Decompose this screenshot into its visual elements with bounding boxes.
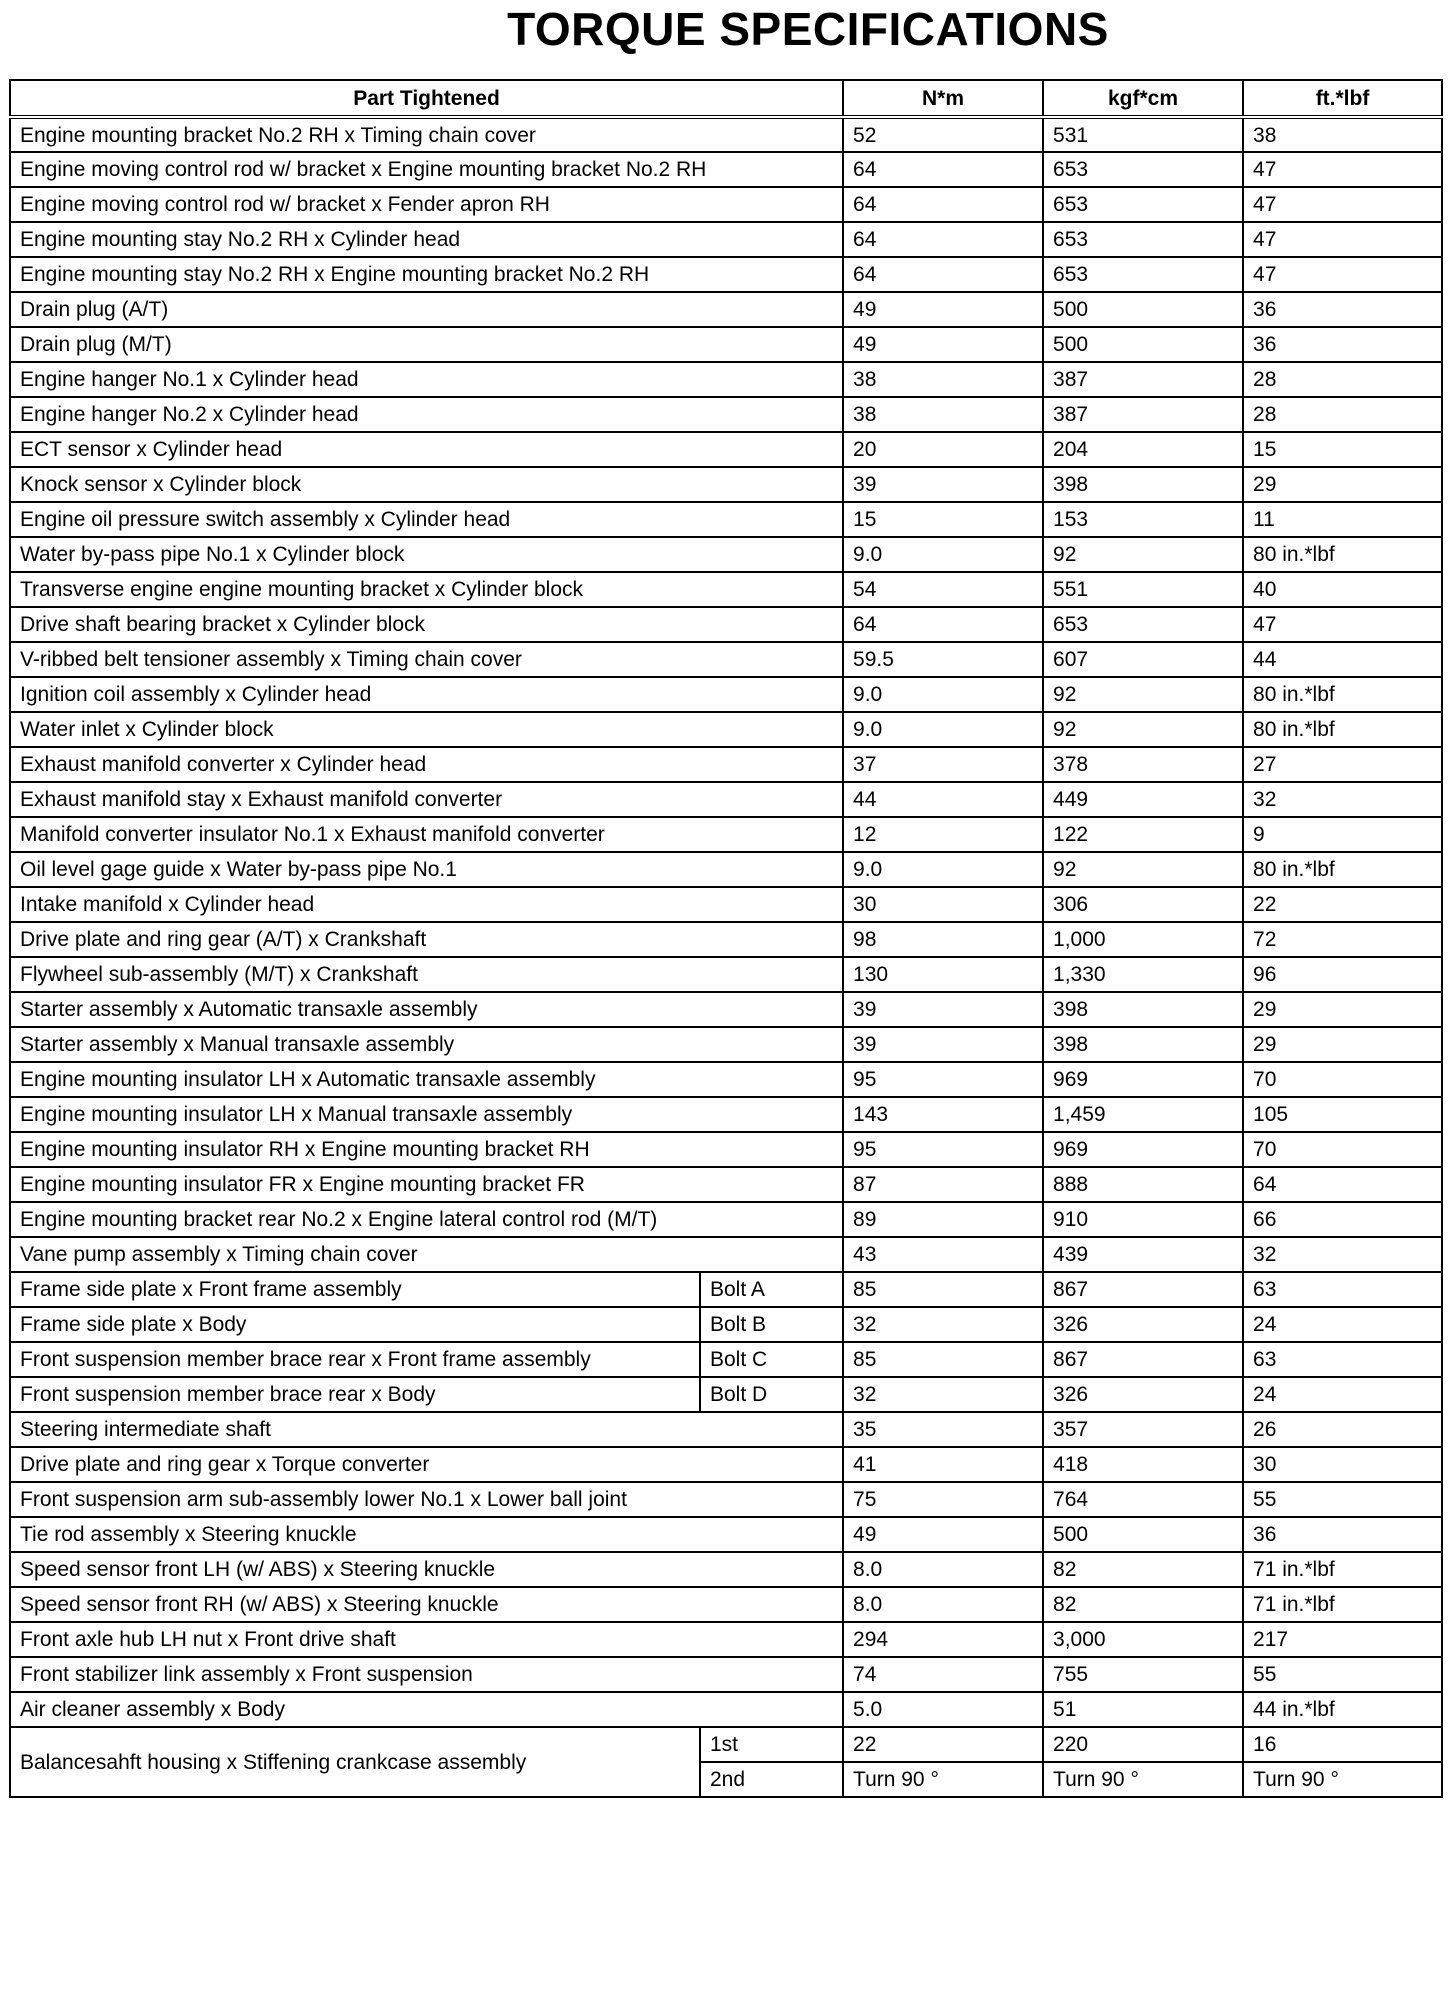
ft-cell: 29	[1243, 992, 1442, 1027]
kgf-cell: 418	[1043, 1447, 1243, 1482]
part-cell: Engine hanger No.1 x Cylinder head	[10, 362, 843, 397]
kgf-cell: 82	[1043, 1587, 1243, 1622]
table-body	[10, 117, 1442, 1797]
ft-cell: 70	[1243, 1132, 1442, 1167]
nm-cell: Turn 90 °	[843, 1762, 1043, 1797]
step-cell: 1st	[700, 1727, 843, 1762]
nm-cell: 64	[843, 607, 1043, 642]
table-row	[10, 992, 1442, 1027]
kgf-cell: 500	[1043, 292, 1243, 327]
table-row	[10, 537, 1442, 572]
nm-cell: 32	[843, 1377, 1043, 1412]
part-cell: V-ribbed belt tensioner assembly x Timing chain cover	[10, 642, 843, 677]
part-cell: Engine mounting stay No.2 RH x Engine mounting bracket No.2 RH	[10, 257, 843, 292]
nm-cell: 89	[843, 1202, 1043, 1237]
nm-cell: 9.0	[843, 852, 1043, 887]
part-cell: Ignition coil assembly x Cylinder head	[10, 677, 843, 712]
table-row	[10, 1482, 1442, 1517]
kgf-cell: 653	[1043, 187, 1243, 222]
table-row	[10, 432, 1442, 467]
part-cell: Water inlet x Cylinder block	[10, 712, 843, 747]
torque-spec-table	[9, 79, 1443, 1798]
kgf-cell: 1,459	[1043, 1097, 1243, 1132]
nm-cell: 98	[843, 922, 1043, 957]
ft-cell: 32	[1243, 1237, 1442, 1272]
part-cell: Speed sensor front LH (w/ ABS) x Steering knuckle	[10, 1552, 843, 1587]
ft-cell: 47	[1243, 187, 1442, 222]
kgf-cell: 500	[1043, 327, 1243, 362]
header-part-tightened: Part Tightened	[10, 80, 843, 117]
kgf-cell: 92	[1043, 852, 1243, 887]
nm-cell: 64	[843, 187, 1043, 222]
nm-cell: 9.0	[843, 537, 1043, 572]
bolt-cell: Bolt C	[700, 1342, 843, 1377]
page-title: TORQUE SPECIFICATIONS	[507, 3, 1109, 55]
kgf-cell: 326	[1043, 1377, 1243, 1412]
table-row	[10, 362, 1442, 397]
nm-cell: 38	[843, 397, 1043, 432]
part-cell: Vane pump assembly x Timing chain cover	[10, 1237, 843, 1272]
nm-cell: 5.0	[843, 1692, 1043, 1727]
kgf-cell: 755	[1043, 1657, 1243, 1692]
part-cell: Engine mounting insulator LH x Automatic transaxle assembly	[10, 1062, 843, 1097]
table-row	[10, 1447, 1442, 1482]
nm-cell: 143	[843, 1097, 1043, 1132]
ft-cell: 38	[1243, 117, 1442, 152]
nm-cell: 44	[843, 782, 1043, 817]
table-row	[10, 1377, 1442, 1412]
table-row	[10, 957, 1442, 992]
table-row	[10, 117, 1442, 152]
table-row	[10, 887, 1442, 922]
ft-cell: 80 in.*lbf	[1243, 712, 1442, 747]
kgf-cell: 51	[1043, 1692, 1243, 1727]
table-row	[10, 1657, 1442, 1692]
nm-cell: 20	[843, 432, 1043, 467]
part-cell: Tie rod assembly x Steering knuckle	[10, 1517, 843, 1552]
table-row	[10, 1097, 1442, 1132]
kgf-cell: 92	[1043, 677, 1243, 712]
part-cell: ECT sensor x Cylinder head	[10, 432, 843, 467]
ft-cell: 105	[1243, 1097, 1442, 1132]
part-cell: Drive shaft bearing bracket x Cylinder block	[10, 607, 843, 642]
part-cell: Engine mounting insulator LH x Manual transaxle assembly	[10, 1097, 843, 1132]
table-row	[10, 1692, 1442, 1727]
kgf-cell: 653	[1043, 257, 1243, 292]
table-row	[10, 1342, 1442, 1377]
ft-cell: 40	[1243, 572, 1442, 607]
ft-cell: 28	[1243, 397, 1442, 432]
part-cell: Drive plate and ring gear (A/T) x Crankshaft	[10, 922, 843, 957]
kgf-cell: 653	[1043, 152, 1243, 187]
nm-cell: 8.0	[843, 1587, 1043, 1622]
nm-cell: 74	[843, 1657, 1043, 1692]
ft-cell: 80 in.*lbf	[1243, 852, 1442, 887]
ft-cell: 63	[1243, 1272, 1442, 1307]
kgf-cell: 551	[1043, 572, 1243, 607]
kgf-cell: 153	[1043, 502, 1243, 537]
ft-cell: 36	[1243, 292, 1442, 327]
nm-cell: 8.0	[843, 1552, 1043, 1587]
part-cell: Water by-pass pipe No.1 x Cylinder block	[10, 537, 843, 572]
nm-cell: 9.0	[843, 712, 1043, 747]
kgf-cell: 387	[1043, 397, 1243, 432]
table-header-row	[10, 80, 1442, 117]
kgf-cell: 398	[1043, 467, 1243, 502]
kgf-cell: 969	[1043, 1062, 1243, 1097]
ft-cell: 47	[1243, 152, 1442, 187]
ft-cell: 44	[1243, 642, 1442, 677]
table-row	[10, 1552, 1442, 1587]
table-row	[10, 1167, 1442, 1202]
part-cell: Frame side plate x Front frame assembly	[10, 1272, 700, 1307]
part-cell: Engine hanger No.2 x Cylinder head	[10, 397, 843, 432]
nm-cell: 15	[843, 502, 1043, 537]
kgf-cell: 910	[1043, 1202, 1243, 1237]
nm-cell: 30	[843, 887, 1043, 922]
kgf-cell: 306	[1043, 887, 1243, 922]
nm-cell: 64	[843, 257, 1043, 292]
kgf-cell: 500	[1043, 1517, 1243, 1552]
part-cell: Frame side plate x Body	[10, 1307, 700, 1342]
part-cell: Transverse engine engine mounting bracket x Cylinder block	[10, 572, 843, 607]
kgf-cell: 867	[1043, 1272, 1243, 1307]
ft-cell: 24	[1243, 1307, 1442, 1342]
table-row	[10, 677, 1442, 712]
nm-cell: 294	[843, 1622, 1043, 1657]
nm-cell: 39	[843, 992, 1043, 1027]
part-cell: Drive plate and ring gear x Torque converter	[10, 1447, 843, 1482]
table-row	[10, 572, 1442, 607]
bolt-cell: Bolt B	[700, 1307, 843, 1342]
part-cell: Exhaust manifold converter x Cylinder head	[10, 747, 843, 782]
kgf-cell: 357	[1043, 1412, 1243, 1447]
table-row	[10, 1517, 1442, 1552]
nm-cell: 85	[843, 1272, 1043, 1307]
nm-cell: 12	[843, 817, 1043, 852]
part-cell: Engine oil pressure switch assembly x Cylinder head	[10, 502, 843, 537]
header-kgf-cm: kgf*cm	[1043, 80, 1243, 117]
part-cell: Drain plug (M/T)	[10, 327, 843, 362]
nm-cell: 41	[843, 1447, 1043, 1482]
nm-cell: 35	[843, 1412, 1043, 1447]
ft-cell: 15	[1243, 432, 1442, 467]
table-row	[10, 467, 1442, 502]
ft-cell: 26	[1243, 1412, 1442, 1447]
part-cell: Engine moving control rod w/ bracket x Fender apron RH	[10, 187, 843, 222]
nm-cell: 59.5	[843, 642, 1043, 677]
nm-cell: 130	[843, 957, 1043, 992]
kgf-cell: 439	[1043, 1237, 1243, 1272]
table-row	[10, 1622, 1442, 1657]
table-row	[10, 852, 1442, 887]
table-row	[10, 817, 1442, 852]
kgf-cell: 204	[1043, 432, 1243, 467]
part-cell: Engine moving control rod w/ bracket x Engine mounting bracket No.2 RH	[10, 152, 843, 187]
nm-cell: 22	[843, 1727, 1043, 1762]
table-row	[10, 782, 1442, 817]
part-cell: Knock sensor x Cylinder block	[10, 467, 843, 502]
kgf-cell: 82	[1043, 1552, 1243, 1587]
part-cell: Drain plug (A/T)	[10, 292, 843, 327]
table-row	[10, 607, 1442, 642]
ft-cell: 96	[1243, 957, 1442, 992]
part-cell: Front suspension arm sub-assembly lower No.1 x Lower ball joint	[10, 1482, 843, 1517]
nm-cell: 95	[843, 1132, 1043, 1167]
part-cell: Manifold converter insulator No.1 x Exhaust manifold converter	[10, 817, 843, 852]
bolt-cell: Bolt D	[700, 1377, 843, 1412]
table-row	[10, 502, 1442, 537]
table-row	[10, 222, 1442, 257]
nm-cell: 64	[843, 222, 1043, 257]
bolt-cell: Bolt A	[700, 1272, 843, 1307]
nm-cell: 39	[843, 1027, 1043, 1062]
part-cell: Front stabilizer link assembly x Front suspension	[10, 1657, 843, 1692]
nm-cell: 54	[843, 572, 1043, 607]
part-cell: Speed sensor front RH (w/ ABS) x Steering knuckle	[10, 1587, 843, 1622]
kgf-cell: 888	[1043, 1167, 1243, 1202]
kgf-cell: 1,330	[1043, 957, 1243, 992]
table-row	[10, 1027, 1442, 1062]
part-cell: Intake manifold x Cylinder head	[10, 887, 843, 922]
table-row	[10, 327, 1442, 362]
table-row	[10, 1202, 1442, 1237]
part-cell: Engine mounting bracket No.2 RH x Timing chain cover	[10, 117, 843, 152]
nm-cell: 64	[843, 152, 1043, 187]
kgf-cell: 398	[1043, 992, 1243, 1027]
part-cell: Exhaust manifold stay x Exhaust manifold converter	[10, 782, 843, 817]
table-row	[10, 1062, 1442, 1097]
kgf-cell: 220	[1043, 1727, 1243, 1762]
nm-cell: 38	[843, 362, 1043, 397]
kgf-cell: 378	[1043, 747, 1243, 782]
ft-cell: 64	[1243, 1167, 1442, 1202]
part-cell: Steering intermediate shaft	[10, 1412, 843, 1447]
kgf-cell: 531	[1043, 117, 1243, 152]
ft-cell: 55	[1243, 1482, 1442, 1517]
ft-cell: 22	[1243, 887, 1442, 922]
kgf-cell: 3,000	[1043, 1622, 1243, 1657]
table-row	[10, 152, 1442, 187]
kgf-cell: 653	[1043, 607, 1243, 642]
nm-cell: 43	[843, 1237, 1043, 1272]
nm-cell: 95	[843, 1062, 1043, 1097]
ft-cell: 80 in.*lbf	[1243, 537, 1442, 572]
part-cell: Front suspension member brace rear x Front frame assembly	[10, 1342, 700, 1377]
nm-cell: 49	[843, 292, 1043, 327]
nm-cell: 87	[843, 1167, 1043, 1202]
part-cell: Engine mounting insulator FR x Engine mounting bracket FR	[10, 1167, 843, 1202]
ft-cell: 217	[1243, 1622, 1442, 1657]
ft-cell: 9	[1243, 817, 1442, 852]
kgf-cell: 326	[1043, 1307, 1243, 1342]
kgf-cell: 764	[1043, 1482, 1243, 1517]
table-row	[10, 257, 1442, 292]
ft-cell: 44 in.*lbf	[1243, 1692, 1442, 1727]
ft-cell: 36	[1243, 327, 1442, 362]
nm-cell: 32	[843, 1307, 1043, 1342]
header-nm: N*m	[843, 80, 1043, 117]
ft-cell: 29	[1243, 1027, 1442, 1062]
kgf-cell: 92	[1043, 712, 1243, 747]
table-row	[10, 922, 1442, 957]
part-cell: Balancesahft housing x Stiffening crankcase assembly	[10, 1727, 700, 1797]
nm-cell: 75	[843, 1482, 1043, 1517]
part-cell: Oil level gage guide x Water by-pass pipe No.1	[10, 852, 843, 887]
table-row	[10, 747, 1442, 782]
ft-cell: 55	[1243, 1657, 1442, 1692]
table-row	[10, 397, 1442, 432]
kgf-cell: 867	[1043, 1342, 1243, 1377]
ft-cell: 47	[1243, 257, 1442, 292]
nm-cell: 52	[843, 117, 1043, 152]
part-cell: Air cleaner assembly x Body	[10, 1692, 843, 1727]
kgf-cell: 398	[1043, 1027, 1243, 1062]
kgf-cell: 653	[1043, 222, 1243, 257]
kgf-cell: 969	[1043, 1132, 1243, 1167]
kgf-cell: 607	[1043, 642, 1243, 677]
nm-cell: 49	[843, 1517, 1043, 1552]
table-row	[10, 292, 1442, 327]
table-row	[10, 1237, 1442, 1272]
table-row	[10, 1272, 1442, 1307]
part-cell: Starter assembly x Manual transaxle assembly	[10, 1027, 843, 1062]
kgf-cell: 1,000	[1043, 922, 1243, 957]
kgf-cell: 449	[1043, 782, 1243, 817]
ft-cell: 47	[1243, 222, 1442, 257]
ft-cell: 24	[1243, 1377, 1442, 1412]
ft-cell: 80 in.*lbf	[1243, 677, 1442, 712]
part-cell: Flywheel sub-assembly (M/T) x Crankshaft	[10, 957, 843, 992]
step-cell: 2nd	[700, 1762, 843, 1797]
kgf-cell: 387	[1043, 362, 1243, 397]
ft-cell: 16	[1243, 1727, 1442, 1762]
ft-cell: 28	[1243, 362, 1442, 397]
part-cell: Engine mounting bracket rear No.2 x Engine lateral control rod (M/T)	[10, 1202, 843, 1237]
part-cell: Front suspension member brace rear x Body	[10, 1377, 700, 1412]
ft-cell: 11	[1243, 502, 1442, 537]
ft-cell: 29	[1243, 467, 1442, 502]
ft-cell: 66	[1243, 1202, 1442, 1237]
ft-cell: 72	[1243, 922, 1442, 957]
ft-cell: Turn 90 °	[1243, 1762, 1442, 1797]
table-row	[10, 1307, 1442, 1342]
table-row	[10, 1412, 1442, 1447]
kgf-cell: Turn 90 °	[1043, 1762, 1243, 1797]
nm-cell: 37	[843, 747, 1043, 782]
table-row	[10, 1587, 1442, 1622]
nm-cell: 9.0	[843, 677, 1043, 712]
table-row	[10, 1727, 1442, 1762]
ft-cell: 70	[1243, 1062, 1442, 1097]
table-row	[10, 1132, 1442, 1167]
kgf-cell: 92	[1043, 537, 1243, 572]
table-row	[10, 642, 1442, 677]
ft-cell: 36	[1243, 1517, 1442, 1552]
ft-cell: 32	[1243, 782, 1442, 817]
part-cell: Starter assembly x Automatic transaxle assembly	[10, 992, 843, 1027]
part-cell: Front axle hub LH nut x Front drive shaft	[10, 1622, 843, 1657]
nm-cell: 49	[843, 327, 1043, 362]
ft-cell: 71 in.*lbf	[1243, 1552, 1442, 1587]
header-ft-lbf: ft.*lbf	[1243, 80, 1442, 117]
ft-cell: 30	[1243, 1447, 1442, 1482]
ft-cell: 63	[1243, 1342, 1442, 1377]
nm-cell: 85	[843, 1342, 1043, 1377]
ft-cell: 71 in.*lbf	[1243, 1587, 1442, 1622]
table-row	[10, 712, 1442, 747]
ft-cell: 47	[1243, 607, 1442, 642]
table-row	[10, 187, 1442, 222]
part-cell: Engine mounting insulator RH x Engine mounting bracket RH	[10, 1132, 843, 1167]
ft-cell: 27	[1243, 747, 1442, 782]
part-cell: Engine mounting stay No.2 RH x Cylinder head	[10, 222, 843, 257]
kgf-cell: 122	[1043, 817, 1243, 852]
nm-cell: 39	[843, 467, 1043, 502]
